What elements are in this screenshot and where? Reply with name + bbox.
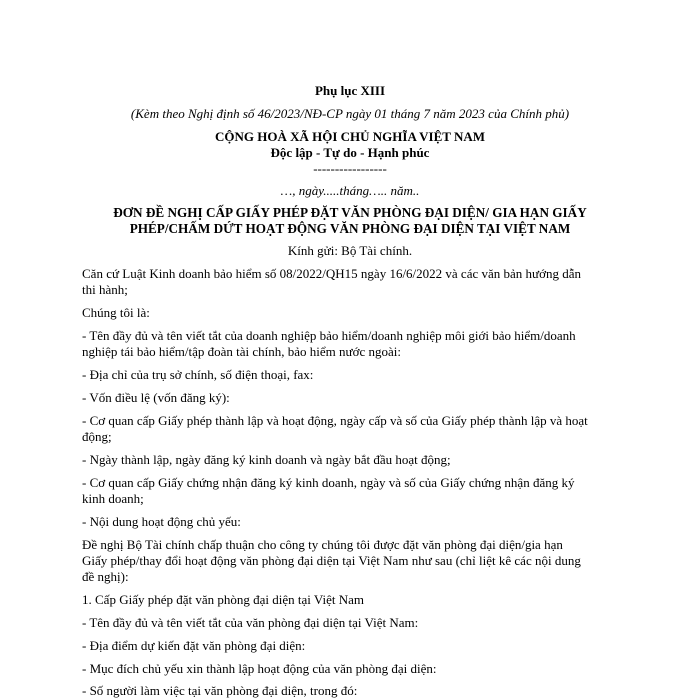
item-office-purpose: - Mục đích chủ yếu xin thành lập hoạt động của văn phòng đại diện: (82, 661, 437, 676)
item-company-name-line-1: - Tên đầy đủ và tên viết tắt của doanh nghiệp bảo hiểm/doanh nghiệp môi giới bảo hiểm/doanh (82, 328, 576, 343)
paragraph-request-line-1: Đề nghị Bộ Tài chính chấp thuận cho công ty chúng tôi được đặt văn phòng đại diện/gia hạn (82, 537, 563, 552)
appendix-subtitle: (Kèm theo Nghị định số 46/2023/NĐ-CP ngày 01 tháng 7 năm 2023 của Chính phủ) (130, 106, 570, 121)
paragraph-we-are: Chúng tôi là: (82, 305, 150, 320)
paragraph-request-line-3: đề nghị): (82, 569, 129, 584)
item-business-registration-line-1: - Cơ quan cấp Giấy chứng nhận đăng ký kinh doanh, ngày và số của Giấy chứng nhận đăng ký (82, 475, 575, 490)
paragraph-legal-basis-line-1: Căn cứ Luật Kinh doanh bảo hiểm số 08/2022/QH15 ngày 16/6/2022 và các văn bản hướng dẫn (82, 266, 581, 281)
paragraph-request-line-2: Giấy phép/thay đổi hoạt động văn phòng đại diện tại Việt Nam như sau (chỉ liệt kê các nội dung (82, 553, 581, 568)
item-license-issuer-line-2: động; (82, 429, 112, 444)
item-business-registration-line-2: kinh doanh; (82, 491, 144, 506)
item-license-issuer-line-1: - Cơ quan cấp Giấy phép thành lập và hoạt động, ngày cấp và số của Giấy phép thành lập và hoạt (82, 413, 588, 428)
item-establishment-dates: - Ngày thành lập, ngày đăng ký kinh doanh và ngày bắt đầu hoạt động; (82, 452, 451, 467)
item-office-staff: - Số người làm việc tại văn phòng đại diện, trong đó: (82, 683, 358, 698)
item-charter-capital: - Vốn điều lệ (vốn đăng ký): (82, 390, 230, 405)
item-main-activities: - Nội dung hoạt động chủ yếu: (82, 514, 241, 529)
item-office-location: - Địa điểm dự kiến đặt văn phòng đại diện: (82, 638, 306, 653)
national-motto: Độc lập - Tự do - Hạnh phúc (270, 145, 430, 160)
document-title-line-2: PHÉP/CHẤM DỨT HOẠT ĐỘNG VĂN PHÒNG ĐẠI DIỆN TẠI VIỆT NAM (129, 221, 571, 236)
appendix-title: Phụ lục XIII (314, 83, 386, 98)
paragraph-legal-basis-line-2: thi hành; (82, 282, 128, 297)
document-title-line-1: ĐƠN ĐỀ NGHỊ CẤP GIẤY PHÉP ĐẶT VĂN PHÒNG ĐẠI DIỆN/ GIA HẠN GIẤY (113, 205, 587, 220)
item-office-name: - Tên đầy đủ và tên viết tắt của văn phòng đại diện tại Việt Nam: (82, 615, 419, 630)
header-separator: ----------------- (313, 161, 387, 176)
item-company-name-line-2: nghiệp tái bảo hiểm/tập đoàn tài chính, bảo hiểm nước ngoài: (82, 344, 401, 359)
recipient-line: Kính gửi: Bộ Tài chính. (287, 243, 413, 258)
section-1-heading: 1. Cấp Giấy phép đặt văn phòng đại diện tại Việt Nam (82, 592, 365, 607)
date-line: …, ngày.....tháng….. năm.. (280, 183, 420, 198)
item-head-office-address: - Địa chỉ của trụ sở chính, số điện thoại, fax: (82, 367, 314, 382)
country-name: CỘNG HOÀ XÃ HỘI CHỦ NGHĨA VIỆT NAM (214, 129, 486, 144)
